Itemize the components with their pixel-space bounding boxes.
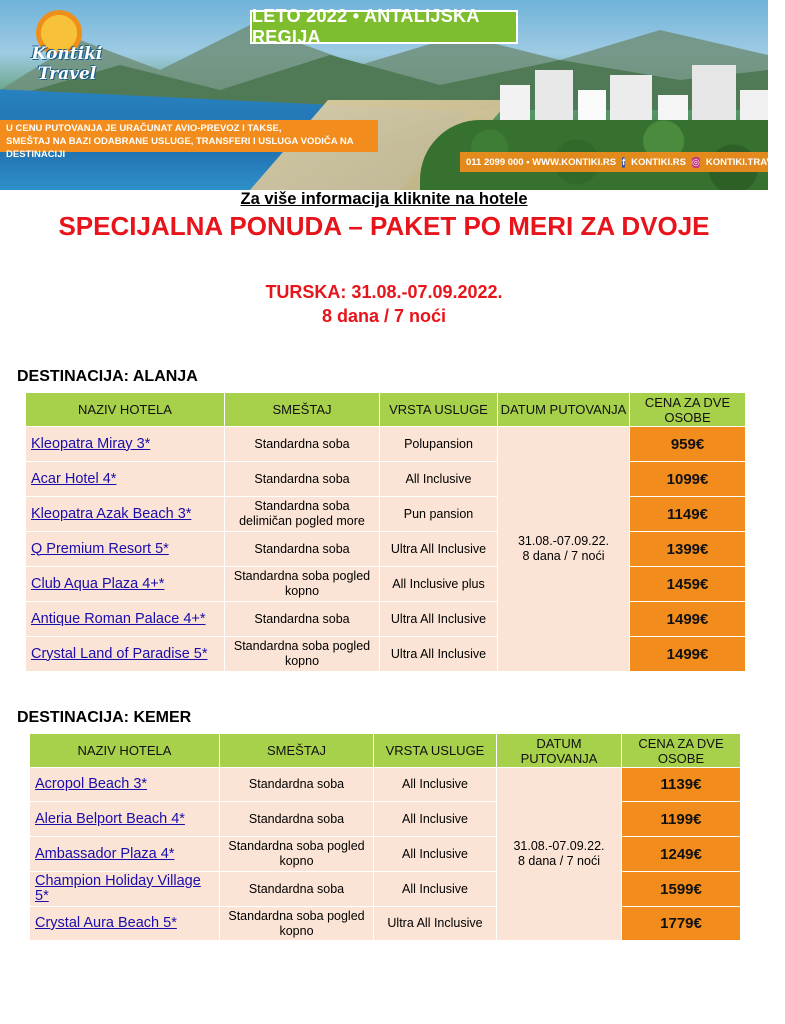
price-cell: 1779€ xyxy=(622,907,741,941)
col-hotel: NAZIV HOTELA xyxy=(30,734,220,768)
hotel-link[interactable]: Club Aqua Plaza 4+* xyxy=(31,575,165,592)
hotel-cell[interactable] xyxy=(26,532,225,567)
phone-web-text[interactable]: 011 2099 000 • WWW.KONTIKI.RS xyxy=(466,156,617,168)
hotel-link[interactable]: Crystal Aura Beach 5* xyxy=(35,915,177,931)
room-cell: Standardna soba xyxy=(225,532,380,567)
kontiki-logo[interactable] xyxy=(6,8,128,84)
instagram-handle[interactable]: KONTIKI.TRAVEL xyxy=(705,156,785,168)
hotel-cell[interactable] xyxy=(26,462,225,497)
price-includes-note xyxy=(0,120,378,160)
travel-date-cell xyxy=(497,768,622,941)
col-price: CENA ZA DVE OSOBE xyxy=(622,734,741,768)
service-cell: Ultra All Inclusive xyxy=(380,532,498,567)
service-cell: All Inclusive xyxy=(374,872,497,907)
table-row xyxy=(30,837,741,872)
hotel-cell[interactable] xyxy=(26,567,225,602)
hotel-link[interactable]: Kleopatra Azak Beach 3* xyxy=(31,505,192,522)
table-header-row xyxy=(26,393,746,427)
table-header-row xyxy=(30,734,741,768)
service-cell: All Inclusive xyxy=(374,802,497,837)
price-cell: 1499€ xyxy=(630,637,746,672)
price-cell: 1149€ xyxy=(630,497,746,532)
hotel-cell[interactable] xyxy=(30,802,220,837)
col-date: DATUM PUTOVANJA xyxy=(498,393,630,427)
service-cell: Ultra All Inclusive xyxy=(380,637,498,672)
price-cell: 1249€ xyxy=(622,837,741,872)
col-hotel: NAZIV HOTELA xyxy=(26,393,225,427)
room-cell: Standardna soba xyxy=(225,427,380,462)
hotel-link[interactable]: Aleria Belport Beach 4* xyxy=(35,810,185,827)
hotel-cell[interactable] xyxy=(30,872,220,907)
price-cell: 1499€ xyxy=(630,602,746,637)
note-line-2: SMEŠTAJ NA BAZI ODABRANE USLUGE, TRANSFERI I USLUGA VODIČA NA DESTINACIJI xyxy=(6,136,354,160)
trip-duration: 8 dana / 7 noći xyxy=(321,306,447,326)
contact-bar xyxy=(460,152,785,172)
service-cell: All Inclusive xyxy=(374,768,497,802)
hotel-cell[interactable] xyxy=(26,427,225,462)
hotel-link[interactable]: Crystal Land of Paradise 5* xyxy=(31,645,208,662)
destination-title-kemer: DESTINACIJA: KEMER xyxy=(17,709,192,726)
room-cell: Standardna soba delimičan pogled more xyxy=(225,497,380,532)
col-room: SMEŠTAJ xyxy=(225,393,380,427)
logo-text: Kontiki Travel xyxy=(31,44,103,84)
table-row xyxy=(26,532,746,567)
price-cell: 1599€ xyxy=(622,872,741,907)
room-cell: Standardna soba pogled kopno xyxy=(220,907,374,941)
table-row xyxy=(26,462,746,497)
table-row xyxy=(30,768,741,802)
kemer-offers-table xyxy=(29,733,741,941)
hotel-cell[interactable] xyxy=(26,637,225,672)
date-duration: 8 dana / 7 noći xyxy=(522,549,605,563)
table-row xyxy=(30,872,741,907)
room-cell: Standardna soba pogled kopno xyxy=(220,837,374,872)
room-cell: Standardna soba xyxy=(225,602,380,637)
col-service: VRSTA USLUGE xyxy=(374,734,497,768)
room-cell: Standardna soba xyxy=(225,462,380,497)
service-cell: Polupansion xyxy=(380,427,498,462)
date-range: 31.08.-07.09.22. xyxy=(517,534,610,548)
room-cell: Standardna soba xyxy=(220,872,374,907)
hotel-cell[interactable] xyxy=(26,497,225,532)
hotel-link[interactable]: Acar Hotel 4* xyxy=(31,470,117,487)
hotel-link[interactable]: Ambassador Plaza 4* xyxy=(35,845,175,862)
room-cell: Standardna soba pogled kopno xyxy=(225,637,380,672)
table-row xyxy=(26,637,746,672)
hotel-cell[interactable] xyxy=(26,602,225,637)
price-cell: 1139€ xyxy=(622,768,741,802)
table-row xyxy=(26,567,746,602)
trip-info xyxy=(0,280,768,328)
travel-date-cell xyxy=(498,427,630,672)
more-info-link[interactable]: Za više informacija kliknite na hotele xyxy=(240,190,528,208)
table-row xyxy=(30,802,741,837)
table-row xyxy=(26,602,746,637)
service-cell: All Inclusive xyxy=(374,837,497,872)
hotel-link[interactable]: Q Premium Resort 5* xyxy=(31,540,169,557)
service-cell: Pun pansion xyxy=(380,497,498,532)
col-date: DATUM PUTOVANJA xyxy=(497,734,622,768)
facebook-icon[interactable]: f xyxy=(622,156,626,167)
table-row xyxy=(30,907,741,941)
hotel-link[interactable]: Champion Holiday Village 5* xyxy=(35,873,201,904)
date-range: 31.08.-07.09.22. xyxy=(513,839,605,853)
hotel-link[interactable]: Antique Roman Palace 4+* xyxy=(31,610,206,627)
table-row xyxy=(26,427,746,462)
room-cell: Standardna soba xyxy=(220,768,374,802)
service-cell: All Inclusive plus xyxy=(380,567,498,602)
instagram-icon[interactable]: ◎ xyxy=(692,156,700,167)
service-cell: All Inclusive xyxy=(380,462,498,497)
col-price: CENA ZA DVE OSOBE xyxy=(630,393,746,427)
service-cell: Ultra All Inclusive xyxy=(374,907,497,941)
price-cell: 959€ xyxy=(630,427,746,462)
page-title: SPECIJALNA PONUDA – PAKET PO MERI ZA DVOJE xyxy=(58,211,710,241)
hotel-link[interactable]: Acropol Beach 3* xyxy=(35,776,148,792)
hotel-cell[interactable] xyxy=(30,768,220,802)
service-cell: Ultra All Inclusive xyxy=(380,602,498,637)
price-cell: 1199€ xyxy=(622,802,741,837)
col-room: SMEŠTAJ xyxy=(220,734,374,768)
season-badge: LETO 2022 • ANTALIJSKA REGIJA xyxy=(250,10,518,44)
destination-title-alanya: DESTINACIJA: ALANJA xyxy=(17,368,198,385)
price-cell: 1399€ xyxy=(630,532,746,567)
table-row xyxy=(26,497,746,532)
room-cell: Standardna soba pogled kopno xyxy=(225,567,380,602)
hotel-cell[interactable] xyxy=(30,837,220,872)
note-line-1: U CENU PUTOVANJA JE URAČUNAT AVIO-PREVOZ I TAKSE, xyxy=(6,123,282,134)
hotel-cell[interactable] xyxy=(30,907,220,941)
facebook-handle[interactable]: KONTIKI.RS xyxy=(631,156,686,168)
price-cell: 1099€ xyxy=(630,462,746,497)
room-cell: Standardna soba xyxy=(220,802,374,837)
price-cell: 1459€ xyxy=(630,567,746,602)
col-service: VRSTA USLUGE xyxy=(380,393,498,427)
date-duration: 8 dana / 7 noći xyxy=(517,854,600,868)
hotel-link[interactable]: Kleopatra Miray 3* xyxy=(31,435,151,452)
hero-banner xyxy=(0,0,785,190)
trip-destination-dates: TURSKA: 31.08.-07.09.2022. xyxy=(265,282,503,302)
alanya-offers-table xyxy=(25,392,746,672)
